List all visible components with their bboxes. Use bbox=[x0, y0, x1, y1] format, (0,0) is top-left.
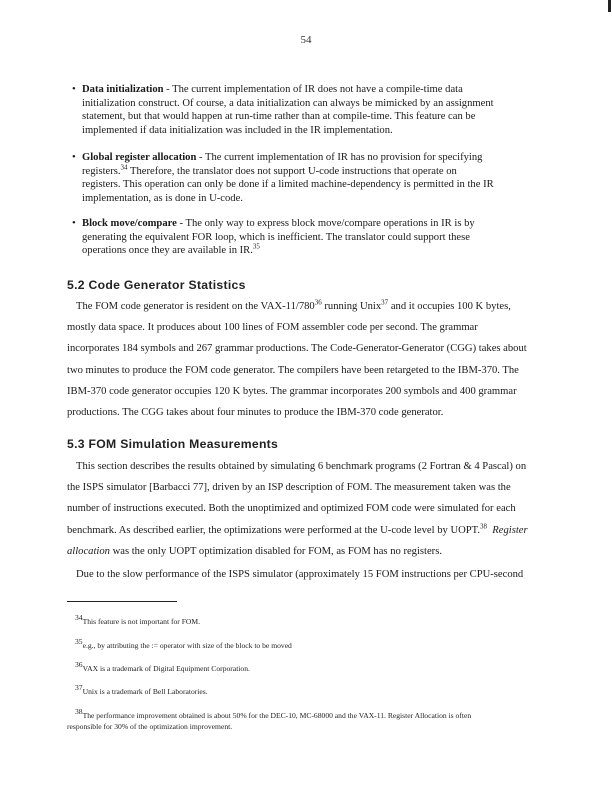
bullet-term: Block move/compare bbox=[82, 218, 177, 229]
bullet-line: statement, but that would happen at run-time rather than at compile-time. This feature can be bbox=[82, 111, 476, 123]
footnote-number: 35 bbox=[75, 637, 83, 646]
section-heading-5-2: 5.2 Code Generator Statistics bbox=[67, 278, 246, 292]
footnote-number: 34 bbox=[75, 613, 83, 622]
italic-term: allocation bbox=[67, 545, 110, 557]
bullet-term: Data initialization bbox=[82, 84, 164, 95]
footnote-number: 36 bbox=[75, 660, 83, 669]
paragraph-line: Due to the slow performance of the ISPS simulator (approximately 15 FOM instructions per CPU-second bbox=[76, 569, 524, 580]
section-heading-5-3: 5.3 FOM Simulation Measurements bbox=[67, 437, 279, 451]
paragraph-line: IBM-370 code generator occupies 120 K bytes. The grammar incorporates 200 symbols and 400 grammar bbox=[67, 385, 517, 397]
footnote-number: 37 bbox=[75, 683, 83, 692]
footnote-35: 35e.g., by attributing the := operator with size of the block to be moved bbox=[75, 637, 292, 650]
bullet-block-move-compare bbox=[72, 217, 552, 258]
bullet-term: Global register allocation bbox=[82, 152, 197, 163]
bullet-line: Data initialization - The current implementation of IR does not have a compile-time data bbox=[82, 84, 463, 95]
paragraph-line: benchmark. As described earlier, the optimizations were performed at the U-code level by UOPT.$^{38}$ Register bbox=[67, 522, 528, 536]
bullet-icon: • bbox=[72, 84, 76, 95]
footnote-ref-38[interactable]: 38 bbox=[479, 522, 487, 531]
bullet-line: initialization construct. Of course, a data initialization can always be mimicked by an assignment bbox=[82, 97, 494, 109]
paragraph-line: mostly data space. It produces about 100 lines of FOM assembler code per second. The grammar bbox=[67, 322, 478, 334]
page-number: 54 bbox=[300, 34, 312, 46]
paragraph-line: two minutes to produce the FOM code generator. The compilers have been retargeted to the IBM-370. The bbox=[67, 364, 519, 376]
bullet-line: registers.$^{34}$ Therefore, the translator does not support U-code instructions that operate on bbox=[82, 163, 457, 177]
footnote-separator bbox=[67, 601, 177, 602]
footnote-ref-36[interactable]: 36 bbox=[314, 298, 322, 307]
section-5-3-paragraph-2 bbox=[67, 564, 583, 585]
bullet-line: generating the equivalent FOR loop, which is inefficient. The translator could support these bbox=[82, 231, 470, 243]
footnote-ref-35[interactable]: 35 bbox=[252, 242, 260, 251]
paragraph-line: productions. The CGG takes about four minutes to produce the IBM-370 code generator. bbox=[67, 407, 444, 419]
paragraph-line: allocation was the only UOPT optimization disabled for FOM, as FOM has no registers. bbox=[67, 545, 442, 557]
footnote-ref-37[interactable]: 37 bbox=[381, 298, 389, 307]
footnote-number: 38 bbox=[75, 707, 83, 716]
bullet-data-initialization bbox=[72, 83, 552, 137]
scan-edge-mark bbox=[608, 0, 611, 12]
footnote-34: 34This feature is not important for FOM. bbox=[75, 613, 201, 626]
italic-term: Register bbox=[492, 524, 528, 536]
bullet-icon: • bbox=[72, 152, 76, 163]
paragraph-line: This section describes the results obtained by simulating 6 benchmark programs (2 Fortran & 4 Pascal) on bbox=[76, 461, 527, 472]
footnote-36: 36VAX is a trademark of Digital Equipment Corporation. bbox=[75, 660, 250, 673]
paragraph-line: The FOM code generator is resident on the VAX-$11/780^{36}$ running Unix$^{37}$ and it occupies 100 K bytes, bbox=[76, 298, 511, 312]
bullet-global-register-allocation bbox=[72, 151, 552, 205]
section-5-2-paragraph bbox=[67, 296, 583, 423]
footnote-ref-34[interactable]: 34 bbox=[120, 163, 128, 172]
bullet-icon: • bbox=[72, 218, 76, 229]
paragraph-line: number of instructions executed. Both the unoptimized and optimized FOM code were simulated for each bbox=[67, 503, 516, 515]
paragraph-line: incorporates 184 symbols and 267 grammar productions. The Code-Generator-Generator (CGG) takes about bbox=[67, 343, 527, 355]
bullet-line: Block move/compare - The only way to express block move/compare operations in IR is by bbox=[82, 218, 475, 229]
footnote-37: 37Unix is a trademark of Bell Laboratories. bbox=[75, 683, 208, 696]
bullet-line: implementation, as is done in U-code. bbox=[82, 192, 243, 204]
bullet-line: Global register allocation - The current implementation of IR has no provision for specifying bbox=[82, 152, 483, 163]
footnote-38: 38The performance improvement obtained is about 50% for the DEC-10, MC-68000 and the VAX-11. Register Allocation is often responsible for 30% of the optimization improvement. bbox=[67, 707, 472, 731]
bullet-line: registers. This operation can only be done if a limited machine-dependency is permitted in the IR bbox=[82, 179, 494, 191]
bullet-line: operations once they are available in IR.$^{35}$ bbox=[82, 242, 260, 257]
section-5-3-paragraph bbox=[67, 456, 583, 562]
bullet-line: implemented if data initialization was included in the IR implementation. bbox=[82, 124, 393, 136]
paragraph-line: the ISPS simulator [Barbacci 77], driven by an ISP description of FOM. The measurement taken was the bbox=[67, 482, 511, 494]
